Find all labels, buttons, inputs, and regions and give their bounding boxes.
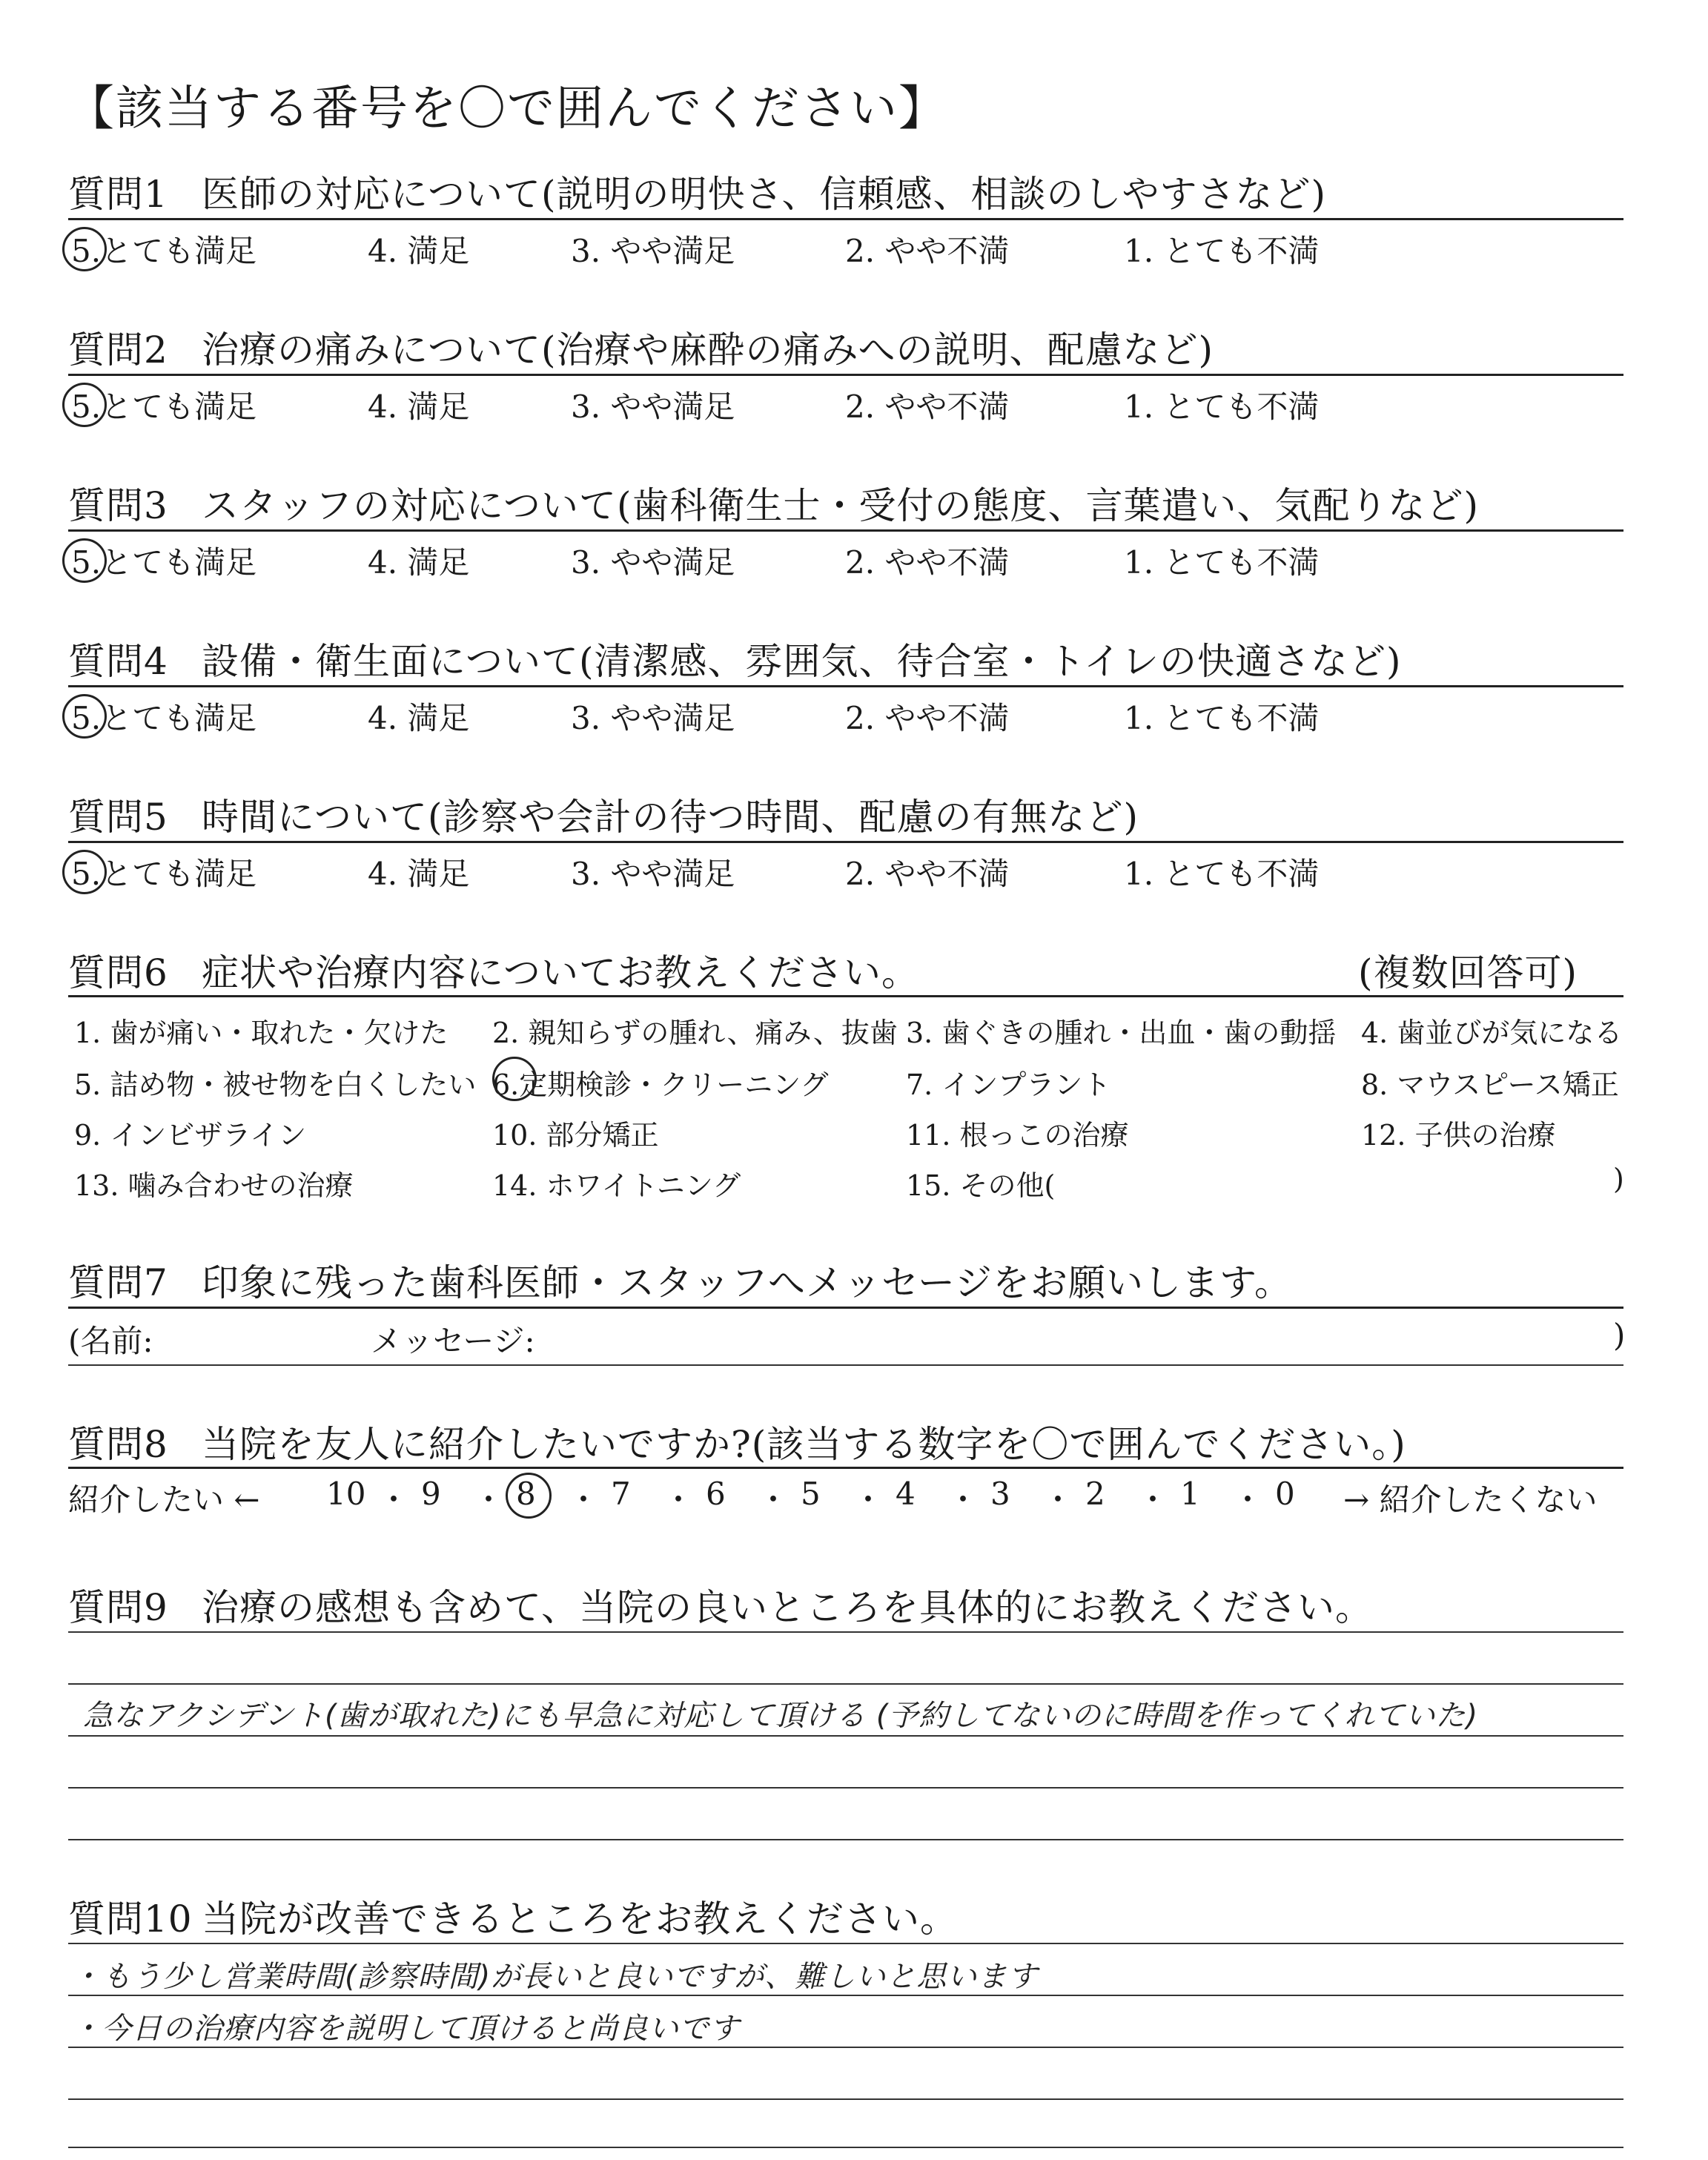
q8-scale-separator: ・	[473, 1482, 505, 1518]
q1-label: 質問1	[68, 173, 168, 216]
q6-option-14[interactable]: 14. ホワイトニング	[492, 1169, 741, 1202]
q6-option-10[interactable]: 10. 部分矯正	[492, 1119, 659, 1152]
q4-selected-circle	[62, 694, 107, 739]
q5-text: 時間について(診察や会計の待つ時間、配慮の有無など)	[202, 796, 1139, 839]
q5-selected-circle	[62, 850, 107, 894]
q2-rule	[68, 374, 1623, 376]
q8-scale-separator: ・	[1232, 1482, 1264, 1518]
q6-option-5[interactable]: 5. 詰め物・被せ物を白くしたい	[74, 1069, 477, 1101]
q5-label: 質問5	[68, 796, 168, 839]
q8-scale-0[interactable]: 0	[1275, 1476, 1295, 1512]
q8-scale-5[interactable]: 5	[801, 1476, 821, 1512]
q10-line-3	[68, 2047, 1623, 2048]
q8-rule	[68, 1467, 1623, 1469]
q7-message-label: メッセージ:	[371, 1323, 535, 1359]
q4-option-3[interactable]: 3. やや満足	[571, 700, 735, 736]
q9-line-5	[68, 1839, 1623, 1840]
q5-option-4[interactable]: 4. 満足	[368, 856, 470, 892]
q3-option-2[interactable]: 2. やや不満	[845, 544, 1010, 581]
q8-scale-separator: ・	[1042, 1482, 1074, 1518]
q10-text: 当院が改善できるところをお教えください。	[202, 1898, 958, 1941]
q6-note: (複数回答可)	[1358, 951, 1578, 994]
q7-close-paren: )	[1613, 1317, 1626, 1353]
q1-option-1[interactable]: 1. とても不満	[1124, 233, 1320, 269]
q8-scale-3[interactable]: 3	[990, 1476, 1010, 1512]
q9-text: 治療の感想も含めて、当院の良いところを具体的にお教えください。	[202, 1586, 1373, 1629]
q8-scale-8[interactable]: 8	[516, 1476, 536, 1512]
q8-scale-separator: ・	[663, 1482, 695, 1518]
q6-rule	[68, 995, 1623, 997]
q1-option-5[interactable]: 5.とても満足	[71, 233, 257, 269]
q4-label: 質問4	[68, 640, 168, 683]
q6-text: 症状や治療内容についてお教えください。	[202, 951, 919, 994]
q5-option-2[interactable]: 2. やや不満	[845, 856, 1010, 892]
q5-option-3[interactable]: 3. やや満足	[571, 856, 735, 892]
q3-selected-circle	[62, 538, 107, 583]
q8-scale-1[interactable]: 1	[1180, 1476, 1200, 1512]
q6-option-11[interactable]: 11. 根っこの治療	[906, 1119, 1129, 1152]
q4-option-4[interactable]: 4. 満足	[368, 700, 470, 736]
q2-option-3[interactable]: 3. やや満足	[571, 389, 735, 425]
q8-scale-separator: ・	[1137, 1482, 1169, 1518]
q2-text: 治療の痛みについて(治療や麻酔の痛みへの説明、配慮など)	[202, 328, 1214, 371]
q6-option-7[interactable]: 7. インプラント	[906, 1069, 1111, 1101]
q6-option-1[interactable]: 1. 歯が痛い・取れた・欠けた	[74, 1017, 448, 1049]
q8-left-label: 紹介したい ←	[68, 1482, 260, 1518]
q1-rule	[68, 218, 1623, 220]
q9-line-3	[68, 1735, 1623, 1737]
q4-text: 設備・衛生面について(清潔感、雰囲気、待合室・トイレの快適さなど)	[202, 640, 1402, 683]
q8-label: 質問8	[68, 1423, 168, 1466]
q10-line-1	[68, 1943, 1623, 1944]
page-title: 【該当する番号を〇で囲んでください】	[67, 82, 947, 136]
q10-handwritten-answer-1: ・もう少し営業時間(診察時間)が長いと良いですが、難しいと思います	[71, 1960, 1039, 1994]
q8-scale-separator: ・	[568, 1482, 600, 1518]
q7-rule	[68, 1307, 1623, 1309]
q3-option-1[interactable]: 1. とても不満	[1124, 544, 1320, 581]
q10-handwritten-answer-2: ・今日の治療内容を説明して頂けると尚良いです	[71, 2012, 740, 2046]
q5-option-5[interactable]: 5.とても満足	[71, 856, 257, 892]
q10-label: 質問10	[68, 1898, 193, 1941]
q9-line-4	[68, 1787, 1623, 1789]
q4-rule	[68, 685, 1623, 687]
q9-label: 質問9	[68, 1586, 168, 1629]
q3-label: 質問3	[68, 484, 168, 527]
q10-line-5	[68, 2147, 1623, 2148]
q8-selected-circle	[506, 1473, 552, 1519]
q4-option-2[interactable]: 2. やや不満	[845, 700, 1010, 736]
q9-line-2	[68, 1683, 1623, 1685]
q1-option-3[interactable]: 3. やや満足	[571, 233, 735, 269]
q6-option-3[interactable]: 3. 歯ぐきの腫れ・出血・歯の動揺	[906, 1017, 1337, 1049]
q2-selected-circle	[62, 383, 107, 427]
q1-selected-circle	[62, 227, 107, 271]
q6-option-2[interactable]: 2. 親知らずの腫れ、痛み、抜歯	[492, 1017, 898, 1049]
q1-option-4[interactable]: 4. 満足	[368, 233, 470, 269]
q8-scale-4[interactable]: 4	[896, 1476, 916, 1512]
q2-option-1[interactable]: 1. とても不満	[1124, 389, 1320, 425]
q8-scale-6[interactable]: 6	[706, 1476, 726, 1512]
q5-option-1[interactable]: 1. とても不満	[1124, 856, 1320, 892]
q6-option-4[interactable]: 4. 歯並びが気になる	[1361, 1017, 1623, 1049]
q1-option-2[interactable]: 2. やや不満	[845, 233, 1010, 269]
q8-scale-separator: ・	[853, 1482, 884, 1518]
q2-label: 質問2	[68, 328, 168, 371]
q8-scale-7[interactable]: 7	[611, 1476, 631, 1512]
q7-label: 質問7	[68, 1261, 168, 1304]
q6-option-6[interactable]: 6.定期検診・クリーニング	[492, 1069, 829, 1101]
q6-label: 質問6	[68, 951, 168, 994]
q6-option-13[interactable]: 13. 噛み合わせの治療	[74, 1169, 354, 1202]
q2-option-5[interactable]: 5.とても満足	[71, 389, 257, 425]
q10-line-4	[68, 2098, 1623, 2100]
q9-handwritten-answer: 急なアクシデント(歯が取れた)にも早急に対応して頂ける (予約してないのに時間を作ってくれていた)	[83, 1699, 1479, 1733]
q8-scale-2[interactable]: 2	[1085, 1476, 1105, 1512]
q8-right-label: → 紹介したくない	[1343, 1482, 1598, 1518]
q8-text: 当院を友人に紹介したいですか?(該当する数字を〇で囲んでください。)	[202, 1423, 1406, 1466]
q1-text: 医師の対応について(説明の明快さ、信頼感、相談のしやすさなど)	[202, 173, 1327, 216]
q8-scale-separator: ・	[758, 1482, 790, 1518]
q3-text: スタッフの対応について(歯科衛生士・受付の態度、言葉遣い、気配りなど)	[202, 484, 1480, 527]
q6-close-paren: )	[1613, 1163, 1624, 1195]
q6-option-8[interactable]: 8. マウスピース矯正	[1361, 1069, 1619, 1101]
q7-name-label: (名前:	[68, 1323, 153, 1359]
q4-option-1[interactable]: 1. とても不満	[1124, 700, 1320, 736]
q5-rule	[68, 841, 1623, 843]
q3-option-4[interactable]: 4. 満足	[368, 544, 470, 581]
q2-option-2[interactable]: 2. やや不満	[845, 389, 1010, 425]
q7-text: 印象に残った歯科医師・スタッフへメッセージをお願いします。	[202, 1261, 1292, 1304]
q7-bottom-rule	[68, 1364, 1623, 1366]
q4-option-5[interactable]: 5.とても満足	[71, 700, 257, 736]
q6-selected-circle	[492, 1057, 537, 1101]
q6-option-9[interactable]: 9. インビザライン	[74, 1119, 307, 1152]
q8-scale-10[interactable]: 10	[326, 1476, 366, 1512]
q8-scale-separator: ・	[378, 1482, 410, 1518]
q8-scale-9[interactable]: 9	[421, 1476, 441, 1512]
q3-option-5[interactable]: 5.とても満足	[71, 544, 257, 581]
q8-scale-separator: ・	[947, 1482, 979, 1518]
q9-line-1	[68, 1631, 1623, 1633]
q10-line-2	[68, 1995, 1623, 1996]
q2-option-4[interactable]: 4. 満足	[368, 389, 470, 425]
q3-option-3[interactable]: 3. やや満足	[571, 544, 735, 581]
q6-option-12[interactable]: 12. 子供の治療	[1361, 1119, 1556, 1152]
q6-option-15[interactable]: 15. その他(	[906, 1169, 1056, 1202]
q3-rule	[68, 529, 1623, 532]
